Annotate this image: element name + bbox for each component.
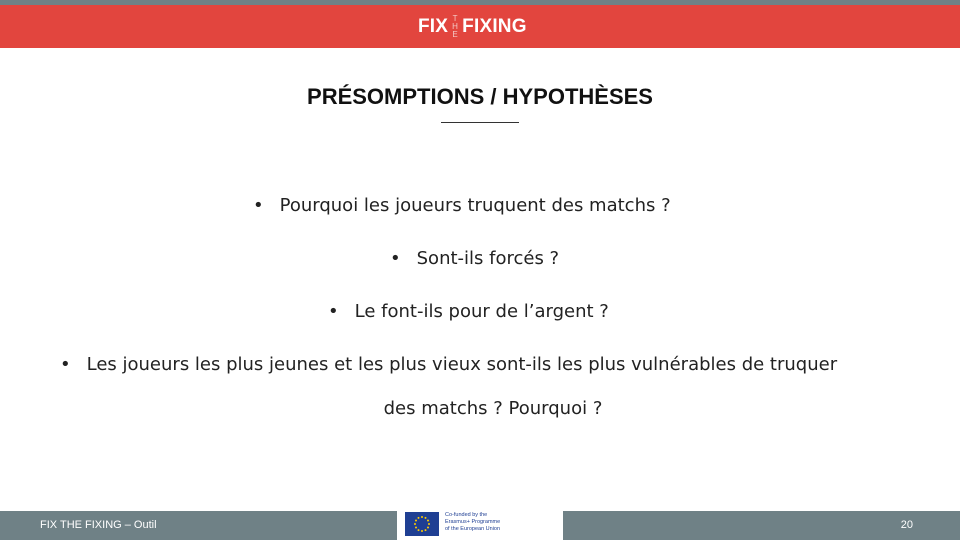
eu-flag-icon: [405, 512, 439, 536]
title-underline: [441, 122, 519, 123]
bullet-dot-icon: •: [253, 195, 264, 216]
logo-the-letter: T: [452, 14, 458, 23]
eu-text-line: of the European Union: [445, 526, 501, 532]
bullet-text: Pourquoi les joueurs truquent des matchs ?: [279, 195, 671, 216]
bullet-item: [328, 301, 609, 322]
footer-title: FIX THE FIXING – Outil: [40, 519, 157, 531]
bullet-text: Le font-ils pour de l’argent ?: [354, 301, 609, 322]
eu-text-line: Co-funded by the: [445, 512, 488, 518]
page-number: 20: [900, 519, 913, 531]
bullet-item: [253, 195, 671, 216]
slide-title: PRÉSOMPTIONS / HYPOTHÈSES: [307, 84, 653, 109]
bullet-text: Sont-ils forcés ?: [416, 248, 560, 269]
logo-the-letter: H: [452, 22, 459, 31]
eu-cofunding-text: [445, 512, 500, 533]
bullet-item: [60, 354, 837, 375]
bullet-dot-icon: •: [60, 354, 71, 375]
logo-fixing-word: FIXING: [462, 16, 527, 37]
bullet-dot-icon: •: [390, 248, 401, 269]
footer-left-panel: [0, 511, 397, 540]
bullet-text: Les joueurs les plus jeunes et les plus vieux sont-ils les plus vulnérables de truquer: [86, 354, 838, 375]
logo-fix-word: FIX: [418, 16, 449, 37]
logo-the-vertical: [452, 15, 458, 39]
bullet-continuation: des matchs ? Pourquoi ?: [383, 398, 603, 419]
eu-cofunding-logo: [397, 511, 563, 540]
bullet-item: [390, 248, 559, 269]
logo-the-letter: E: [452, 30, 458, 39]
bullet-dot-icon: •: [328, 301, 339, 322]
footer: [0, 511, 960, 540]
eu-text-line: Erasmus+ Programme: [445, 519, 501, 525]
footer-right-panel: [563, 511, 960, 540]
fix-the-fixing-logo: [418, 12, 527, 42]
